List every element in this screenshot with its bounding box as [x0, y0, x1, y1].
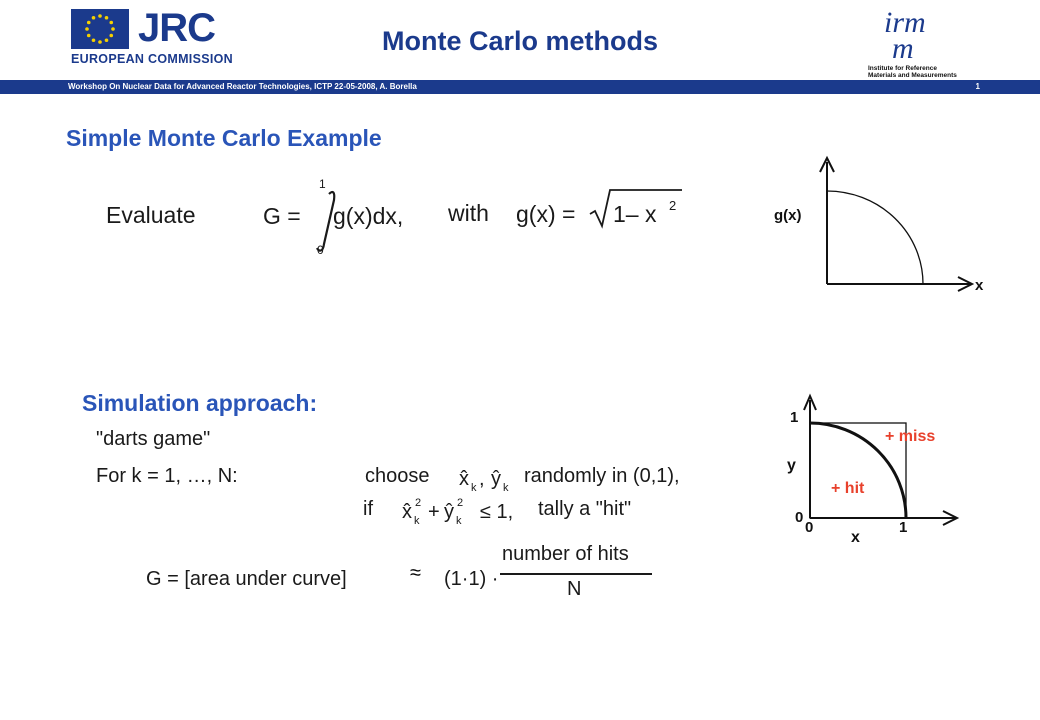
- irmm-caption-2: Materials and Measurements: [868, 72, 957, 78]
- irmm-logo: [868, 2, 978, 78]
- dart-x-label: x: [851, 529, 860, 546]
- choose-text: choose: [365, 465, 430, 487]
- integral-formula: [255, 172, 440, 262]
- dart-origin-x: 0: [805, 519, 814, 536]
- miss-label: + miss: [885, 428, 936, 445]
- xy-comma: ,: [479, 468, 485, 490]
- cond-xhat: x̂: [402, 501, 412, 523]
- page-number: 1: [975, 82, 980, 91]
- g-curve: [827, 191, 923, 284]
- sqrt-body: 1– x: [613, 201, 657, 227]
- unit-square-area: (1·1) ·: [444, 568, 499, 590]
- integral-lower: 0: [317, 243, 324, 257]
- integrand: g(x)dx,: [333, 203, 404, 229]
- darts-game-text: "darts game": [96, 428, 211, 450]
- xhat-k: x̂: [459, 468, 469, 490]
- integral-upper: 1: [319, 177, 326, 191]
- g-x-label: x: [975, 277, 984, 294]
- cond-y-sq: 2: [457, 497, 464, 509]
- flag-star-icon: [105, 16, 109, 20]
- cond-x-sq: 2: [415, 497, 422, 509]
- tally-text: tally a "hit": [538, 498, 632, 520]
- cond-xk-sub: k: [414, 515, 420, 527]
- area-formula-lhs: G = [area under curve]: [146, 568, 347, 590]
- loop-text: For k = 1, …, N:: [96, 465, 238, 487]
- sqrt-exp: 2: [669, 198, 677, 213]
- g-def: g(x) =: [516, 201, 576, 227]
- dart-y-tick: 1: [790, 409, 799, 426]
- fraction-numerator: number of hits: [502, 543, 629, 565]
- yhat-k: ŷ: [491, 468, 501, 490]
- xk-sub: k: [471, 482, 477, 494]
- irmm-logo-top: irm: [884, 6, 926, 39]
- cond-leq: ≤ 1,: [480, 501, 514, 523]
- integral-lhs: G =: [263, 203, 301, 229]
- european-commission-text: EUROPEAN COMMISSION: [71, 52, 233, 66]
- jrc-logo-text: JRC: [138, 6, 216, 50]
- fraction-denominator: N: [567, 578, 582, 600]
- hit-condition: [398, 488, 538, 528]
- randomly-text: randomly in (0,1),: [524, 465, 680, 487]
- fraction-bar: [500, 573, 652, 575]
- cond-plus: +: [428, 501, 440, 523]
- g-curve-graph: [770, 150, 1000, 300]
- if-text: if: [363, 498, 373, 520]
- flag-star-icon: [92, 16, 96, 20]
- g-axis-label: g(x): [774, 207, 802, 224]
- with-label: with: [448, 200, 489, 226]
- irmm-logo-bottom: m: [892, 32, 914, 65]
- darts-diagram: [775, 390, 975, 550]
- section-heading-example: Simple Monte Carlo Example: [66, 125, 382, 151]
- dart-y-label: y: [787, 457, 796, 474]
- irmm-caption-1: Institute for Reference: [868, 65, 937, 72]
- page-title: Monte Carlo methods: [381, 26, 658, 56]
- dart-x-tick: 1: [899, 519, 908, 536]
- g-definition: [514, 180, 684, 230]
- flag-star-icon: [98, 14, 102, 18]
- hit-label: + hit: [831, 480, 865, 497]
- yk-sub: k: [503, 482, 509, 494]
- dart-origin-y: 0: [795, 509, 804, 526]
- approx-symbol: ≈: [410, 562, 421, 584]
- workshop-note: Workshop On Nuclear Data for Advanced Reactor Technologies, ICTP 22-05-2008, A. Borella: [68, 82, 417, 91]
- cond-yhat: ŷ: [444, 501, 454, 523]
- integral-sign-icon: [317, 192, 334, 251]
- section-heading-simulation: Simulation approach:: [82, 390, 318, 416]
- cond-yk-sub: k: [456, 515, 462, 527]
- evaluate-label: Evaluate: [106, 202, 196, 228]
